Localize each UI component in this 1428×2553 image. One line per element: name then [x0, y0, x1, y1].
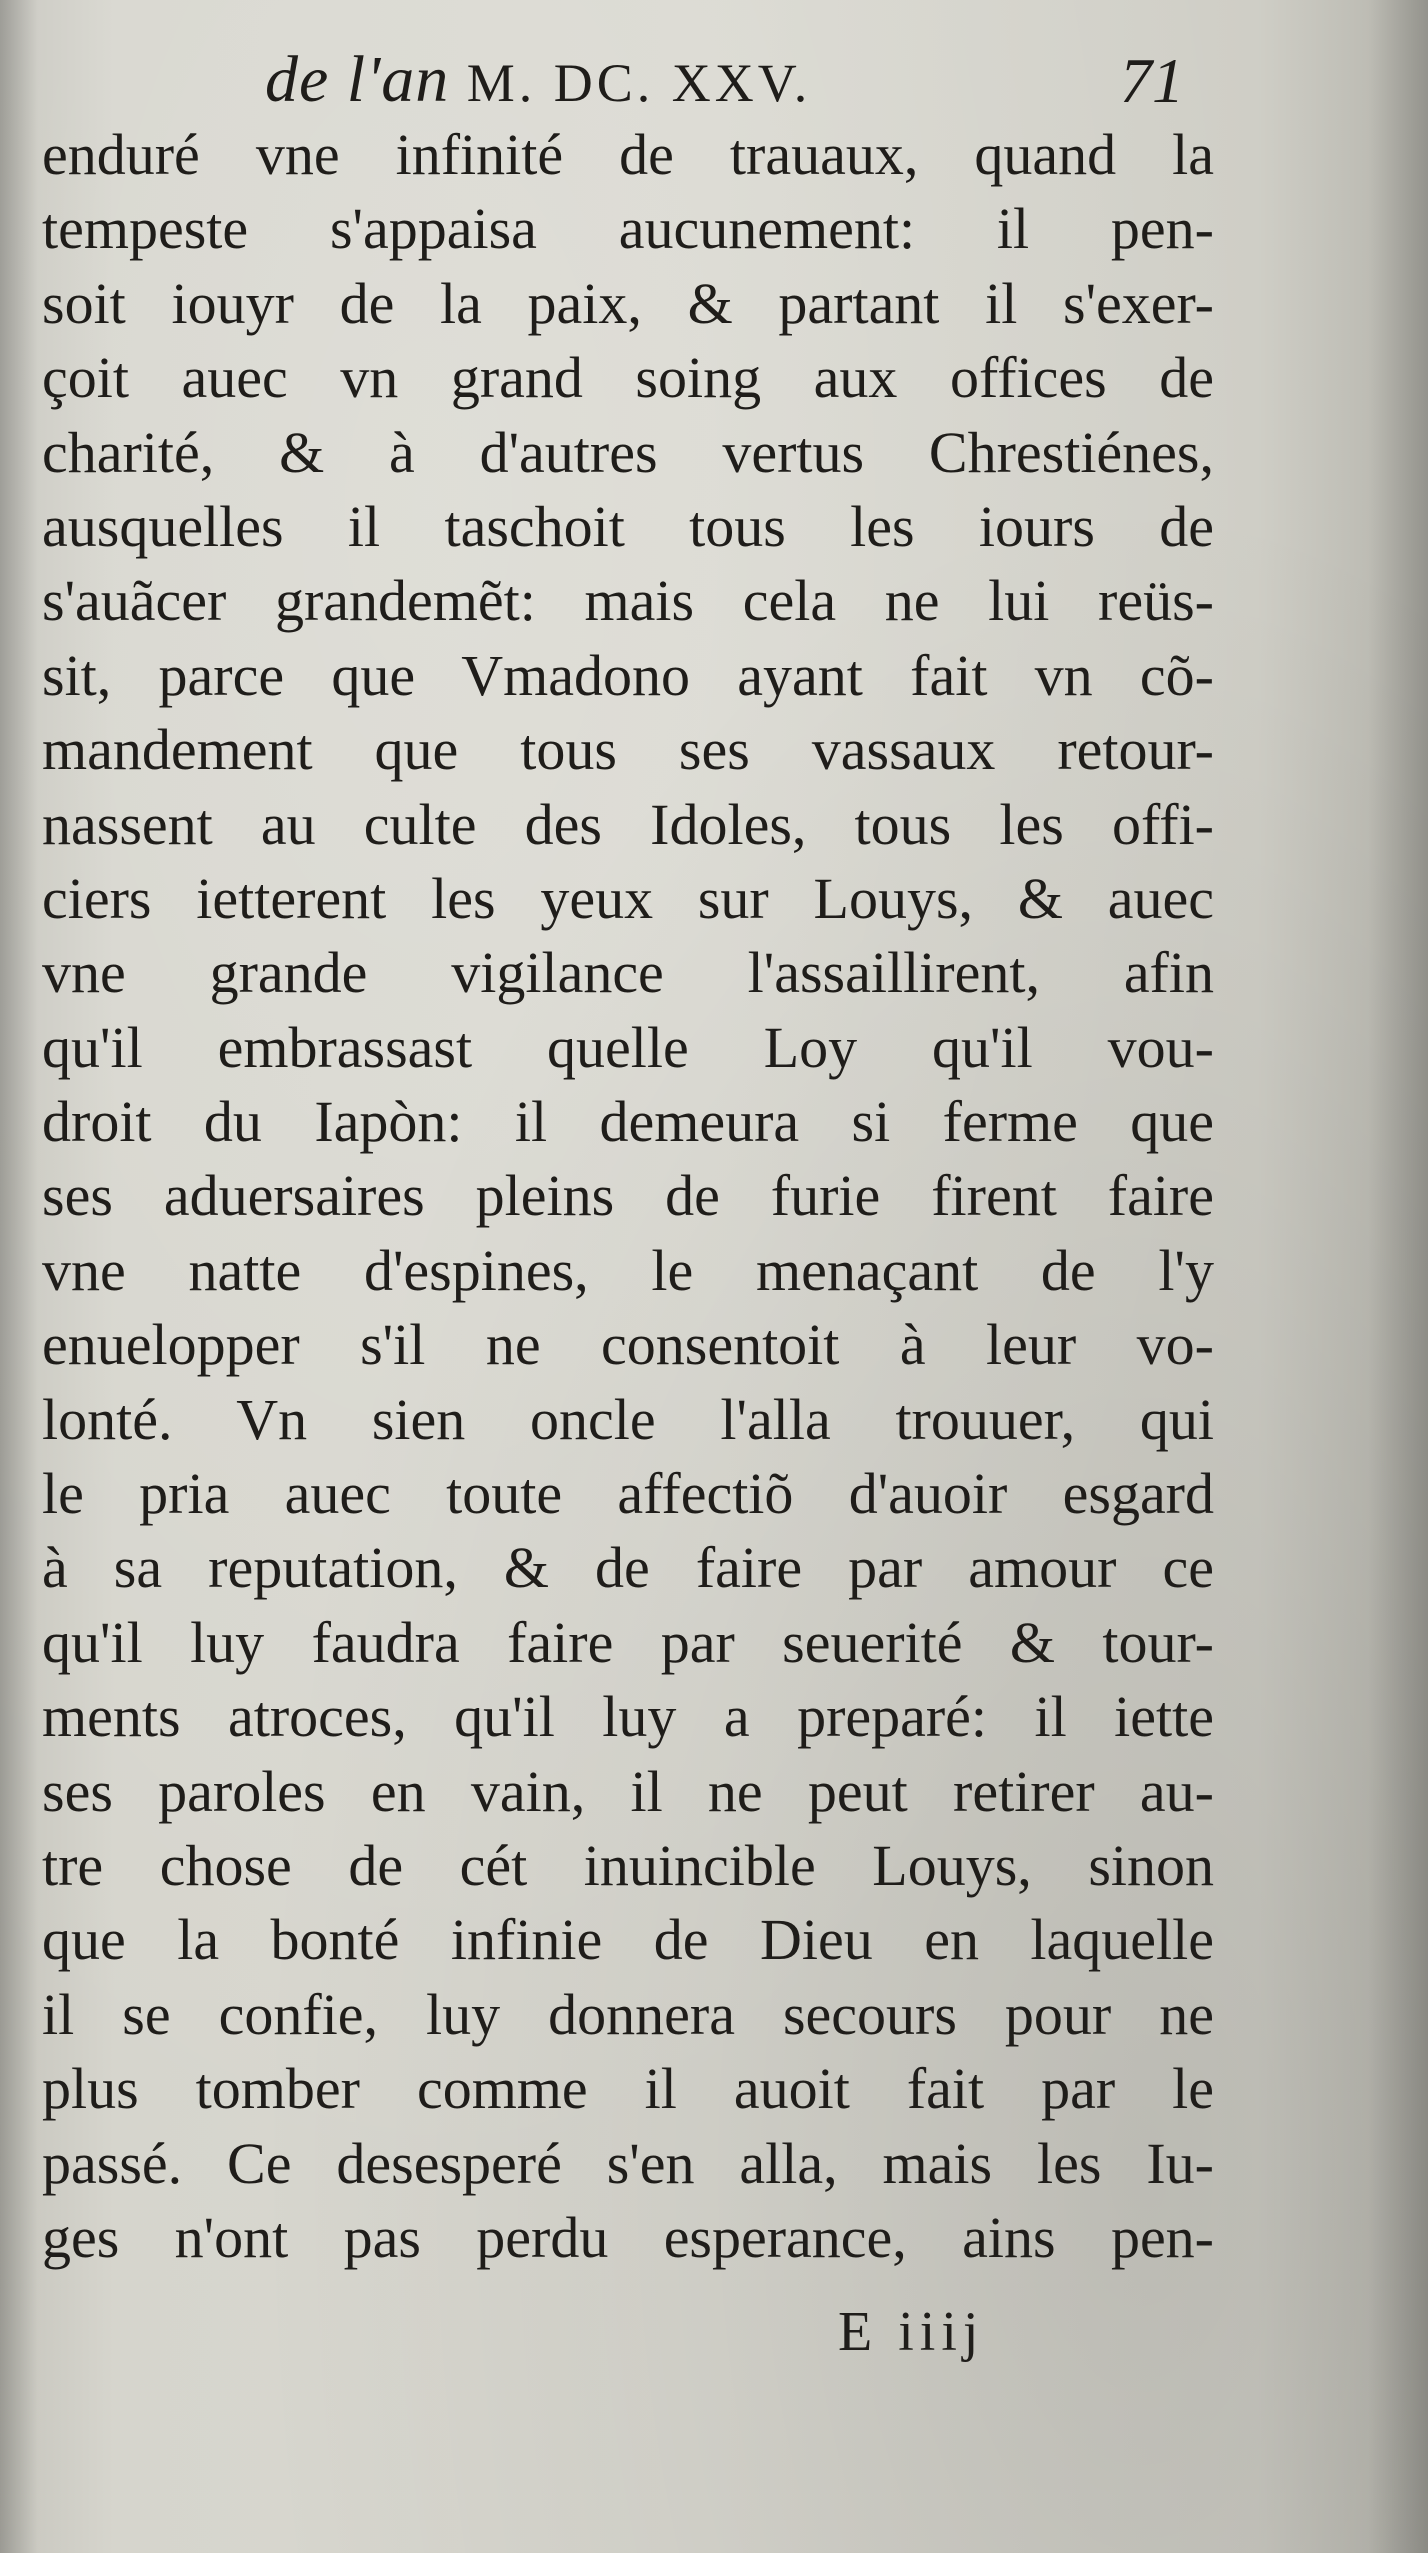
body-text [42, 118, 1214, 2275]
page-header [40, 38, 1210, 128]
text-line: vne grande vigilance l'assaillirent, afin [42, 940, 1214, 1006]
text-line: à sa reputation, & de faire par amour ce [42, 1535, 1214, 1601]
text-line: lonté. Vn sien oncle l'alla trouuer, qui [42, 1386, 1214, 1452]
text-line: ausquelles il taschoit tous les iours de [42, 493, 1214, 559]
text-line: qu'il embrassast quelle Loy qu'il vou- [42, 1014, 1214, 1080]
text-line: charité, & à d'autres vertus Chrestiénes, [42, 419, 1214, 485]
text-line: il se confie, luy donnera secours pour ne [42, 1981, 1214, 2047]
text-line: tre chose de cét inuincible Louys, sinon [42, 1832, 1214, 1898]
text-line: ciers ietterent les yeux sur Louys, & auec [42, 865, 1214, 931]
text-line: soit iouyr de la paix, & partant il s'exer- [42, 270, 1214, 336]
text-line: nassent au culte des Idoles, tous les offi- [42, 791, 1214, 857]
text-line: sit, parce que Vmadono ayant fait vn cõ- [42, 642, 1214, 708]
text-line: qu'il luy faudra faire par seuerité & tour- [42, 1609, 1214, 1675]
signature-mark: E iiij [838, 2301, 985, 2363]
text-line: s'auãcer grandemẽt: mais cela ne lui reüs- [42, 568, 1214, 634]
page-number: 71 [1120, 45, 1184, 116]
text-line: tempeste s'appaisa aucunement: il pen- [42, 196, 1214, 262]
text-line: plus tomber comme il auoit fait par le [42, 2056, 1214, 2122]
text-line: ses aduersaires pleins de furie firent faire [42, 1163, 1214, 1229]
text-line: que la bonté infinie de Dieu en laquelle [42, 1907, 1214, 1973]
text-line: ments atroces, qu'il luy a preparé: il iette [42, 1684, 1214, 1750]
running-head [265, 42, 811, 118]
text-line: mandement que tous ses vassaux retour- [42, 717, 1214, 783]
running-head-italic: de l'an [265, 43, 450, 116]
text-line: droit du Iapòn: il demeura si ferme que [42, 1089, 1214, 1155]
text-line: ses paroles en vain, il ne peut retirer au- [42, 1758, 1214, 1824]
text-line: ges n'ont pas perdu esperance, ains pen- [42, 2204, 1214, 2270]
text-line: le pria auec toute affectiõ d'auoir esgard [42, 1461, 1214, 1527]
text-line: vne natte d'espines, le menaçant de l'y [42, 1237, 1214, 1303]
text-line: çoit auec vn grand soing aux offices de [42, 345, 1214, 411]
text-line: enuelopper s'il ne consentoit à leur vo- [42, 1312, 1214, 1378]
page-edge-shadow [1368, 0, 1428, 2553]
running-head-caps: M. DC. XXV. [466, 53, 812, 113]
text-line: enduré vne infinité de trauaux, quand la [42, 122, 1214, 187]
text-line: passé. Ce desesperé s'en alla, mais les Iu- [42, 2130, 1214, 2196]
gutter-shadow [0, 0, 38, 2553]
